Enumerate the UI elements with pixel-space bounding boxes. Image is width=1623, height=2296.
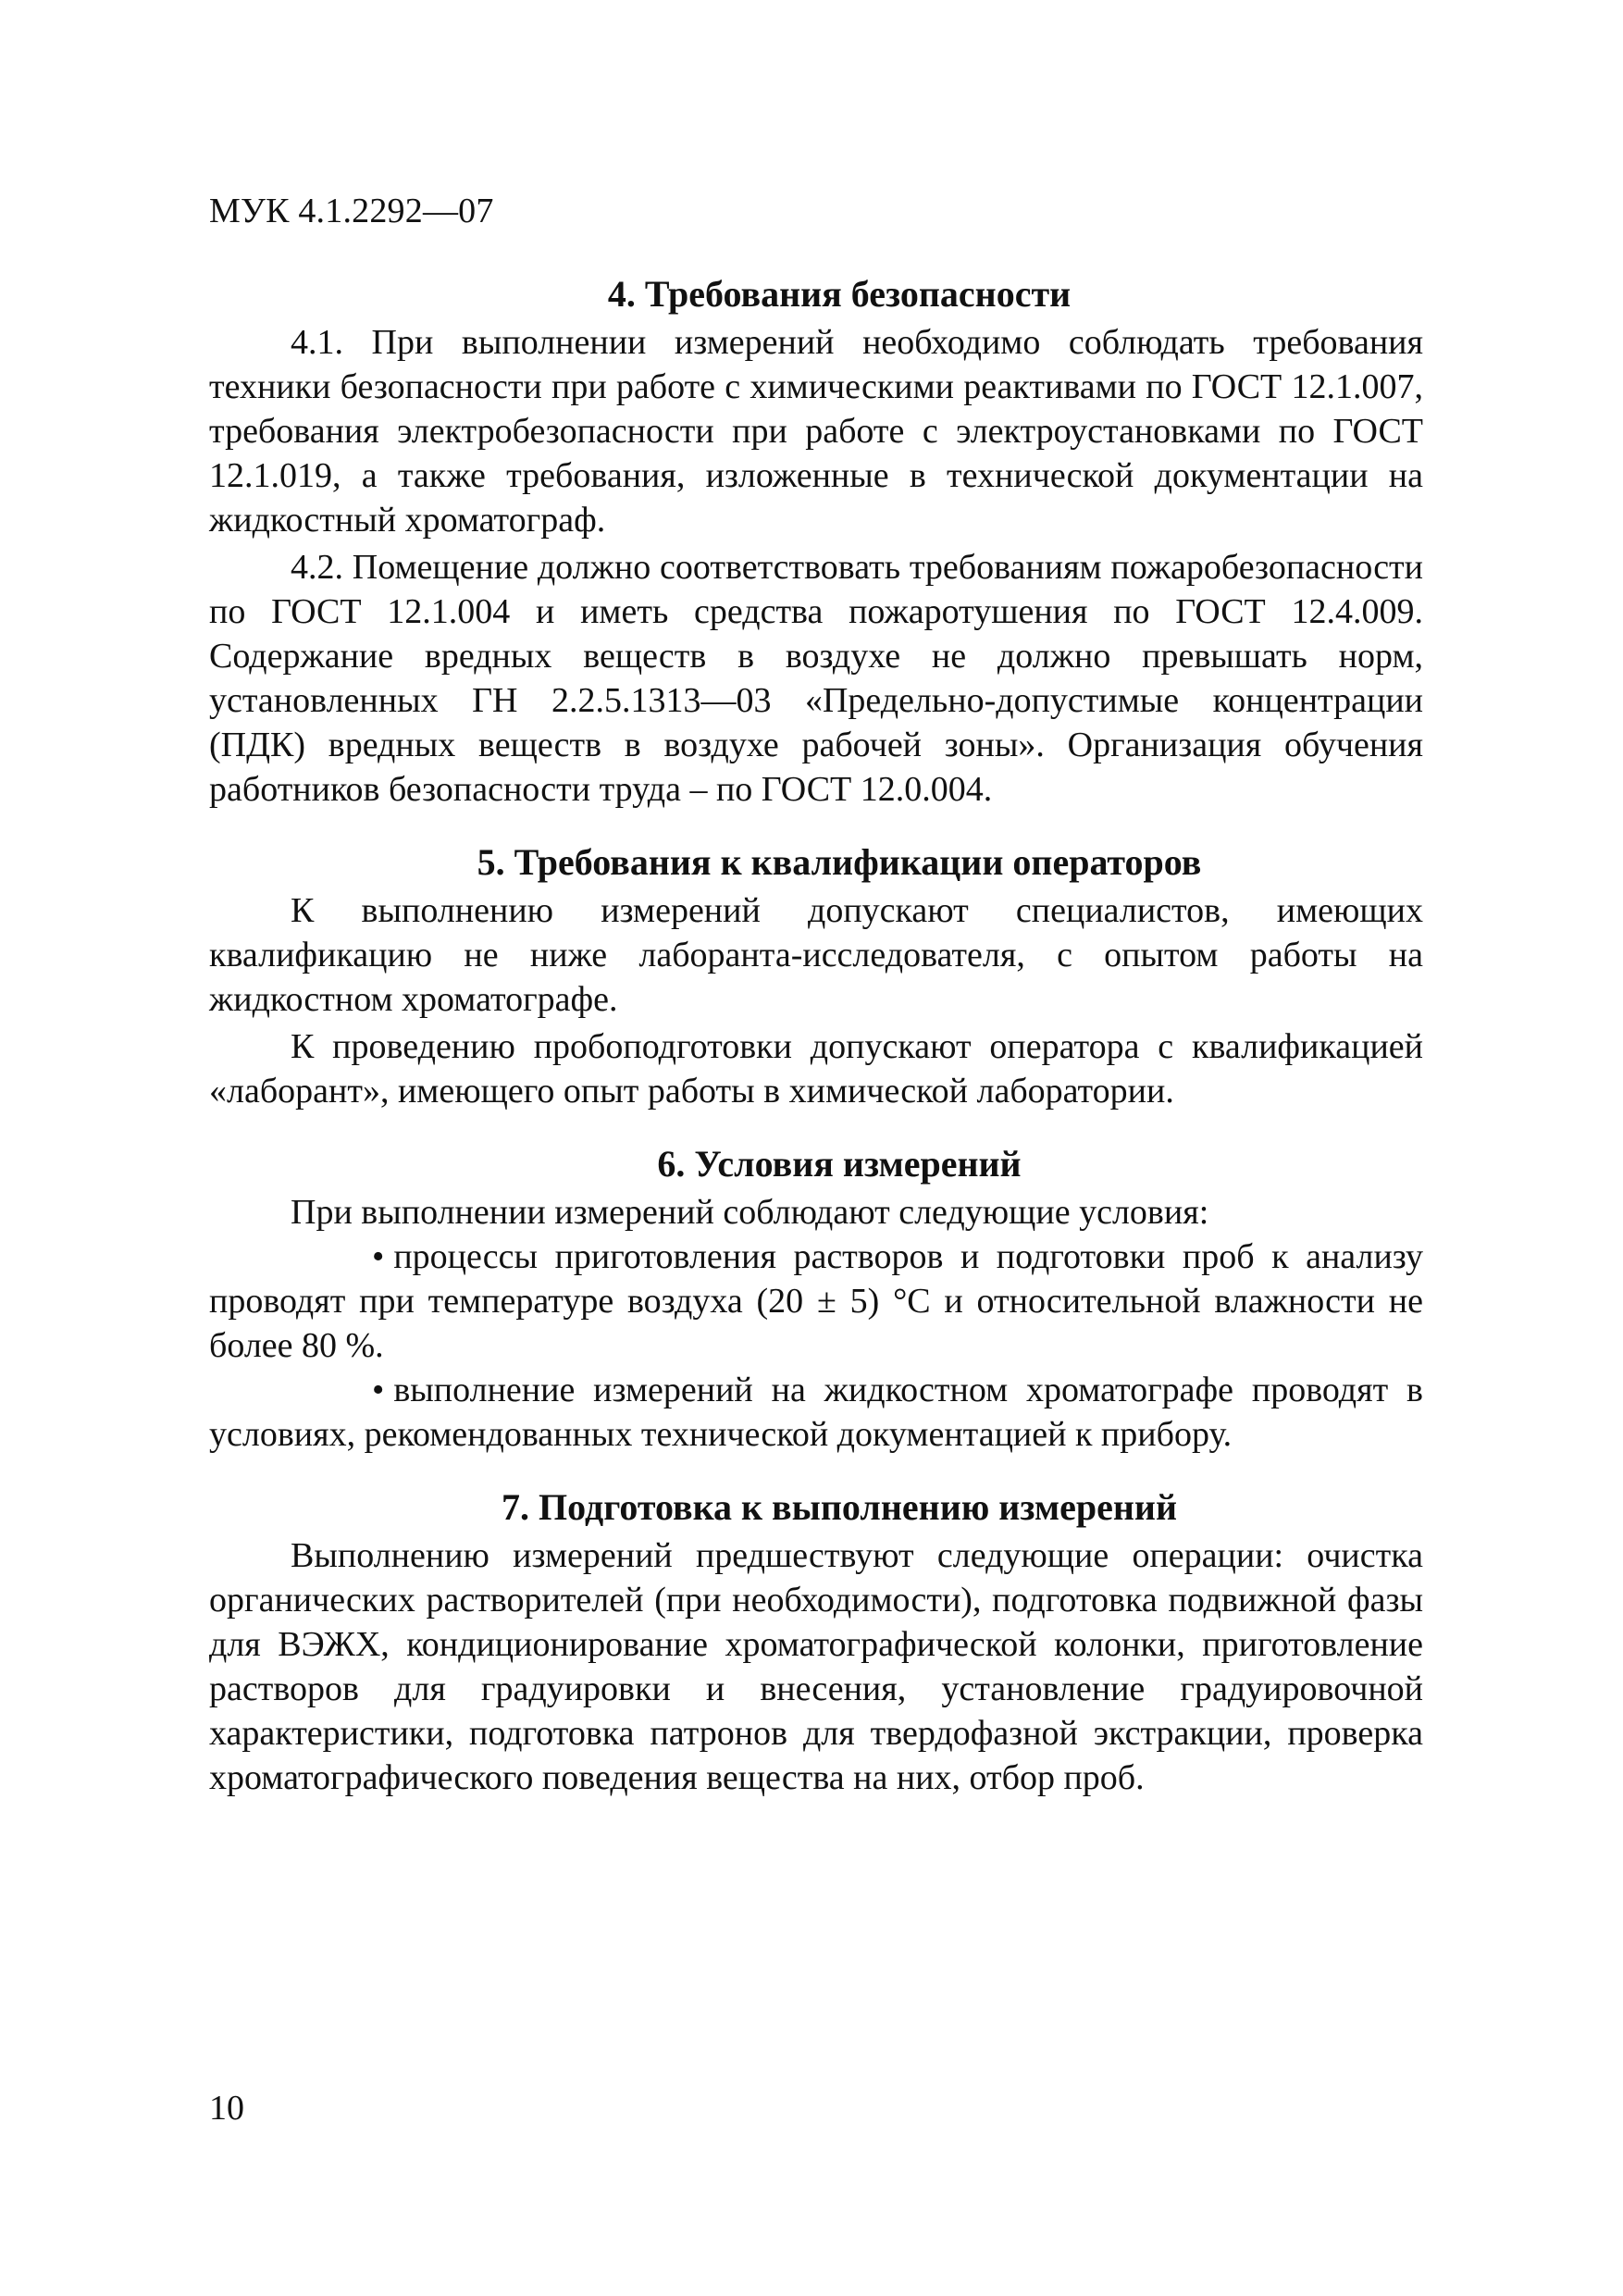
section-title: 6. Условия измерений: [657, 1143, 1022, 1185]
paragraph: При выполнении измерений соблюдают следующие условия:: [291, 1193, 1209, 1232]
page-number: 10: [209, 2089, 244, 2128]
section-measurement-conditions: [209, 1141, 1423, 1457]
section-safety-requirements: [209, 271, 1423, 812]
paragraph: К проведению пробоподготовки допускают оператора с квалификацией «лаборант», имеющего опыт работы в химической лаборатории.: [209, 1027, 1423, 1111]
section-measurement-preparation: [209, 1484, 1423, 1800]
bullet-mark: •: [372, 1237, 385, 1276]
document-id-header: МУК 4.1.2292—07: [209, 192, 494, 230]
paragraph: К выполнению измерений допускают специалистов, имеющих квалификацию не ниже лаборанта-исследователя, с опытом работы на жидкостном хроматографе.: [209, 891, 1423, 1019]
paragraph: 4.1. При выполнении измерений необходимо соблюдать требования техники безопасности при работе с химическими реактивами по ГОСТ 12.1.007, требования электробезопасности при работе с электроустановками по ГОСТ 12.1.019, а также требования, изложенные в технической документации на жидкостный хроматограф.: [209, 323, 1423, 540]
paragraph: 4.2. Помещение должно соответствовать требованиям пожаробезопасности по ГОСТ 12.1.004 и иметь средства пожаротушения по ГОСТ 12.4.009. Содержание вредных веществ в воздухе не должно превышать норм, установленных ГН 2.2.5.1313—03 «Предельно-допустимые концентрации (ПДК) вредных веществ в воздухе рабочей зоны». Организация обучения работников безопасности труда – по ГОСТ 12.0.004.: [209, 548, 1423, 809]
paragraph: Выполнению измерений предшествуют следующие операции: очистка органических растворителей (при необходимости), подготовка подвижной фазы для ВЭЖХ, кондиционирование хроматографической колонки, приготовление растворов для градуировки и внесения, установление градуировочной характеристики, подготовка патронов для твердофазной экстракции, проверка хроматографического поведения вещества на них, отбор проб.: [209, 1536, 1423, 1797]
bullet-text: процессы приготовления растворов и подготовки проб к анализу проводят при температуре воздуха (20 ± 5) °С и относительной влажности не более 80 %.: [209, 1237, 1423, 1365]
section-operator-qualification: [209, 839, 1423, 1113]
section-title: 4. Требования безопасности: [607, 273, 1072, 315]
section-title: 7. Подготовка к выполнению измерений: [502, 1486, 1177, 1528]
document-body: [209, 271, 1423, 1828]
bullet-item: [209, 1368, 1423, 1457]
bullet-mark: •: [372, 1371, 385, 1409]
bullet-text: выполнение измерений на жидкостном хроматографе проводят в условиях, рекомендованных технической документацией к прибору.: [209, 1371, 1423, 1454]
section-title: 5. Требования к квалификации операторов: [477, 841, 1202, 883]
bullet-item: [209, 1235, 1423, 1368]
